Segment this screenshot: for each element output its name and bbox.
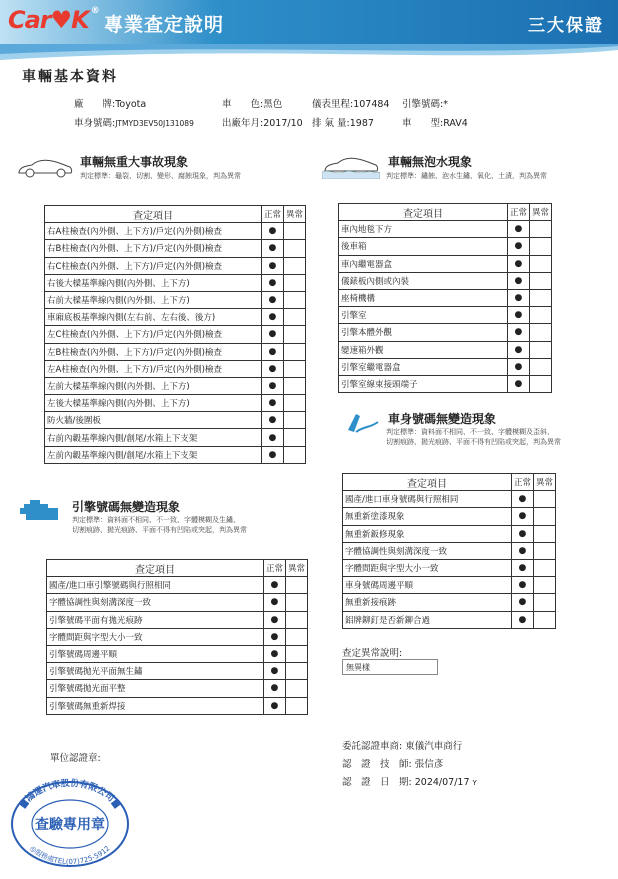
normal-mark: ● — [263, 680, 285, 697]
checklist-row — [45, 429, 306, 446]
normal-mark: ● — [511, 611, 533, 628]
normal-mark: ● — [261, 274, 283, 291]
abnormal-cell — [285, 611, 307, 628]
check-item-label: 儀錶板內側或內裝 — [339, 272, 508, 289]
page-title: 專業查定說明 — [104, 14, 225, 36]
check-item-label: 左前大樑基準線內側(內外側、上下方) — [45, 377, 262, 394]
normal-mark: ● — [507, 272, 529, 289]
checklist-row — [339, 238, 552, 255]
heart-icon: ♥ — [50, 6, 72, 34]
checklist-row — [45, 377, 306, 394]
abnormal-cell — [529, 375, 551, 392]
normal-mark: ● — [511, 577, 533, 594]
checklist-row — [47, 680, 308, 697]
check-item-label: 後車箱 — [339, 238, 508, 255]
abnormal-cell — [283, 223, 305, 240]
checklist-row — [45, 291, 306, 308]
checklist-row — [343, 491, 556, 508]
brand-field: 廠 牌:Toyota — [74, 99, 147, 110]
abnormal-cell — [529, 255, 551, 272]
checklist-row — [339, 358, 552, 375]
checklist-row — [45, 240, 306, 257]
checklist-row — [343, 611, 556, 628]
check-item-label: 車廂底板基準線內側(左右前、左右後、後方) — [45, 309, 262, 326]
normal-mark: ● — [263, 697, 285, 714]
checklist-row — [45, 223, 306, 240]
car-flood-icon — [322, 155, 380, 179]
abnormal-cell — [533, 525, 555, 542]
normal-mark: ● — [261, 291, 283, 308]
abnormal-cell — [533, 491, 555, 508]
check-item-label: 引擎號碼周邊平順 — [47, 645, 264, 662]
abnormal-cell — [529, 272, 551, 289]
checklist-row — [47, 594, 308, 611]
remarks-value: 無異樣 — [342, 659, 438, 675]
checklist-row — [343, 577, 556, 594]
check-item-label: 變速箱外觀 — [339, 341, 508, 358]
abnormal-cell — [529, 238, 551, 255]
column-header: 正常 — [263, 560, 285, 577]
checklist-row — [45, 395, 306, 412]
engine-criteria-2: 切割痕跡、拋光痕跡、平面不得有凹陷或突起，判為異常 — [72, 526, 247, 534]
accident-table — [44, 205, 306, 464]
car-outline-icon — [16, 155, 74, 179]
normal-mark: ● — [511, 491, 533, 508]
normal-mark: ● — [507, 255, 529, 272]
normal-mark: ● — [261, 395, 283, 412]
date-field: 認 證 日 期: 2024/07/17 Y — [342, 777, 477, 788]
flood-criteria: 判定標準：鏽蝕、泡水生鏽、氧化、土漬，判為異常 — [386, 172, 547, 180]
checklist-row — [343, 542, 556, 559]
checklist-row — [47, 628, 308, 645]
checklist-row — [45, 326, 306, 343]
abnormal-cell — [285, 697, 307, 714]
engine-no-field: 引擎號碼:* — [402, 99, 448, 110]
checklist-row — [47, 697, 308, 714]
normal-mark: ● — [263, 645, 285, 662]
checklist-row — [339, 272, 552, 289]
remarks-label: 查定異常說明: — [342, 648, 403, 659]
check-item-label: 右C柱檢查(內外側、上下方)/戶定(內外側)檢查 — [45, 257, 262, 274]
checklist-row — [47, 663, 308, 680]
checklist-row — [45, 343, 306, 360]
abnormal-cell — [283, 446, 305, 463]
check-item-label: 引擎號碼拋光面平整 — [47, 680, 264, 697]
check-item-label: 引擎室 — [339, 307, 508, 324]
normal-mark: ● — [261, 326, 283, 343]
normal-mark: ● — [507, 358, 529, 375]
guarantee-title: 三大保證 — [528, 16, 604, 36]
check-item-label: 左B柱檢查(內外側、上下方)/戶定(內外側)檢查 — [45, 343, 262, 360]
abnormal-cell — [285, 577, 307, 594]
normal-mark: ● — [507, 341, 529, 358]
year-field: 出廠年月:2017/10 — [222, 118, 303, 129]
check-item-label: 字體間距與字型大小一致 — [343, 559, 512, 576]
technician-field: 認 證 技 師: 張信彥 — [342, 759, 444, 770]
checklist-row — [45, 309, 306, 326]
abnormal-cell — [529, 289, 551, 306]
checklist-row — [45, 360, 306, 377]
abnormal-cell — [283, 326, 305, 343]
color-field: 車 色:黑色 — [222, 99, 283, 110]
abnormal-cell — [283, 309, 305, 326]
normal-mark: ● — [511, 559, 533, 576]
checklist-row — [339, 324, 552, 341]
abnormal-cell — [283, 291, 305, 308]
normal-mark: ● — [263, 594, 285, 611]
flood-title: 車輛無泡水現象 — [388, 155, 473, 169]
check-item-label: 引擎號碼平面有拋光痕跡 — [47, 611, 264, 628]
check-item-label: 左A柱檢查(內外側、上下方)/戶定(內外側)檢查 — [45, 360, 262, 377]
vin-criteria-1: 判定標準：資料面不相同、不一致、字體模糊及歪斜、 — [386, 428, 554, 436]
engine-title: 引擎號碼無變造現象 — [72, 500, 181, 514]
column-header: 異常 — [529, 204, 551, 221]
column-header: 異常 — [285, 560, 307, 577]
abnormal-cell — [533, 594, 555, 611]
check-item-label: 車身號碼周邊平順 — [343, 577, 512, 594]
column-header: 異常 — [283, 206, 305, 223]
checklist-row — [339, 375, 552, 392]
column-header: 查定項目 — [343, 474, 512, 491]
normal-mark: ● — [507, 307, 529, 324]
checklist-row — [343, 594, 556, 611]
normal-mark: ● — [261, 412, 283, 429]
logo: Car♥K ® — [8, 6, 99, 34]
abnormal-cell — [533, 542, 555, 559]
check-item-label: 引擎本體外觀 — [339, 324, 508, 341]
abnormal-cell — [283, 343, 305, 360]
normal-mark: ● — [511, 542, 533, 559]
abnormal-cell — [283, 257, 305, 274]
checklist-row — [339, 255, 552, 272]
abnormal-cell — [283, 377, 305, 394]
checklist-row — [339, 289, 552, 306]
engine-icon — [18, 498, 64, 526]
check-item-label: 無重新鈑修現象 — [343, 525, 512, 542]
column-header: 正常 — [511, 474, 533, 491]
column-header: 異常 — [533, 474, 555, 491]
dealer-field: 委託認證車商: 東儀汽車商行 — [342, 741, 463, 752]
flood-table — [338, 203, 552, 393]
normal-mark: ● — [261, 446, 283, 463]
svg-text:查驗專用章: 查驗專用章 — [35, 817, 105, 833]
abnormal-cell — [533, 559, 555, 576]
odometer-field: 儀表里程:107484 — [312, 99, 390, 110]
abnormal-cell — [533, 577, 555, 594]
svg-text:■鴻運汽車股份有限公司■: ■鴻運汽車股份有限公司■ — [18, 778, 122, 811]
normal-mark: ● — [507, 324, 529, 341]
pen-icon — [346, 408, 380, 434]
check-item-label: 國產/進口車身號碼與行照相同 — [343, 491, 512, 508]
checklist-row — [45, 446, 306, 463]
normal-mark: ● — [261, 343, 283, 360]
checklist-row — [45, 257, 306, 274]
abnormal-cell — [283, 274, 305, 291]
check-item-label: 右前內轂基準線內側/創尾/水箱上下支架 — [45, 429, 262, 446]
normal-mark: ● — [261, 309, 283, 326]
column-header: 正常 — [261, 206, 283, 223]
normal-mark: ● — [261, 257, 283, 274]
check-item-label: 無重新塗漆現象 — [343, 508, 512, 525]
abnormal-cell — [529, 221, 551, 238]
check-item-label: 座椅機構 — [339, 289, 508, 306]
checklist-row — [47, 611, 308, 628]
normal-mark: ● — [511, 525, 533, 542]
normal-mark: ● — [263, 611, 285, 628]
abnormal-cell — [285, 680, 307, 697]
abnormal-cell — [285, 594, 307, 611]
checklist-row — [45, 274, 306, 291]
check-item-label: 字體協調性與刻溝深度一致 — [47, 594, 264, 611]
abnormal-cell — [533, 508, 555, 525]
check-item-label: 鋁牌鉚釘是否新鉚合過 — [343, 611, 512, 628]
normal-mark: ● — [507, 221, 529, 238]
abnormal-cell — [283, 360, 305, 377]
checklist-row — [339, 341, 552, 358]
abnormal-cell — [283, 412, 305, 429]
normal-mark: ● — [507, 375, 529, 392]
column-header: 查定項目 — [339, 204, 508, 221]
abnormal-cell — [285, 663, 307, 680]
checklist-row — [339, 307, 552, 324]
engine-table — [46, 559, 308, 715]
check-item-label: 國產/進口車引擎號碼與行照相同 — [47, 577, 264, 594]
normal-mark: ● — [511, 508, 533, 525]
check-item-label: 字體協調性與刻溝深度一致 — [343, 542, 512, 559]
model-field: 車 型:RAV4 — [402, 118, 468, 129]
check-item-label: 右B柱檢查(內外側、上下方)/戶定(內外側)檢查 — [45, 240, 262, 257]
column-header: 查定項目 — [47, 560, 264, 577]
normal-mark: ● — [261, 360, 283, 377]
abnormal-cell — [285, 628, 307, 645]
check-item-label: 右前大樑基準線內側(內外側、上下方) — [45, 291, 262, 308]
check-item-label: 無重新接痕跡 — [343, 594, 512, 611]
column-header: 正常 — [507, 204, 529, 221]
normal-mark: ● — [507, 238, 529, 255]
vin-block-title: 車身號碼無變造現象 — [388, 412, 497, 426]
checklist-row — [45, 412, 306, 429]
abnormal-cell — [533, 611, 555, 628]
check-item-label: 左C柱檢查(內外側、上下方)/戶定(內外側)檢查 — [45, 326, 262, 343]
check-item-label: 引擎室繼電器盒 — [339, 358, 508, 375]
normal-mark: ● — [511, 594, 533, 611]
header-wave — [0, 44, 618, 66]
column-header: 查定項目 — [45, 206, 262, 223]
checklist-row — [343, 525, 556, 542]
check-item-label: 車內繼電器盒 — [339, 255, 508, 272]
abnormal-cell — [529, 307, 551, 324]
checklist-row — [343, 559, 556, 576]
check-item-label: 車內地毯下方 — [339, 221, 508, 238]
accident-title: 車輛無重大事故現象 — [80, 155, 189, 169]
abnormal-cell — [529, 341, 551, 358]
normal-mark: ● — [261, 223, 283, 240]
abnormal-cell — [283, 395, 305, 412]
checklist-row — [343, 508, 556, 525]
checklist-row — [339, 221, 552, 238]
normal-mark: ● — [263, 628, 285, 645]
check-item-label: 左後大樑基準線內側(內外側、上下方) — [45, 395, 262, 412]
check-item-label: 字體間距與字型大小一致 — [47, 628, 264, 645]
normal-mark: ● — [263, 577, 285, 594]
abnormal-cell — [283, 429, 305, 446]
vin-criteria-2: 切割痕跡、拋光痕跡、平面不得有凹陷或突起，判為異常 — [386, 438, 561, 446]
normal-mark: ● — [263, 663, 285, 680]
abnormal-cell — [529, 358, 551, 375]
normal-mark: ● — [261, 240, 283, 257]
check-item-label: 引擎室線束接頭端子 — [339, 375, 508, 392]
svg-text:◎服務處TEL(07)725-5912: ◎服務處TEL(07)725-5912 — [28, 844, 112, 867]
displacement-field: 排 氣 量:1987 — [312, 118, 374, 129]
vin-table — [342, 473, 556, 629]
check-item-label: 右A柱檢查(內外側、上下方)/戶定(內外側)檢查 — [45, 223, 262, 240]
engine-criteria-1: 判定標準：資料面不相同、不一致、字體模糊及生鏽、 — [72, 516, 240, 524]
check-item-label: 引擎號碼無重新焊接 — [47, 697, 264, 714]
check-item-label: 右後大樑基準線內側(內外側、上下方) — [45, 274, 262, 291]
check-item-label: 左前內轂基準線內側/創尾/水箱上下支架 — [45, 446, 262, 463]
check-item-label: 引擎號碼拋光平面無生鏽 — [47, 663, 264, 680]
normal-mark: ● — [261, 429, 283, 446]
checklist-row — [47, 645, 308, 662]
checklist-row — [47, 577, 308, 594]
normal-mark: ● — [261, 377, 283, 394]
abnormal-cell — [529, 324, 551, 341]
company-seal — [8, 778, 132, 868]
accident-criteria: 判定標準：龜裂、切割、變形、腐蝕現象，判為異常 — [80, 172, 241, 180]
abnormal-cell — [285, 645, 307, 662]
section-title: 車輛基本資料 — [22, 69, 118, 85]
vin-field: 車身號碼:JTMYD3EV50J131089 — [74, 118, 194, 129]
check-item-label: 防火牆/後圍板 — [45, 412, 262, 429]
abnormal-cell — [283, 240, 305, 257]
normal-mark: ● — [507, 289, 529, 306]
cert-label: 單位認證章: — [50, 753, 101, 764]
